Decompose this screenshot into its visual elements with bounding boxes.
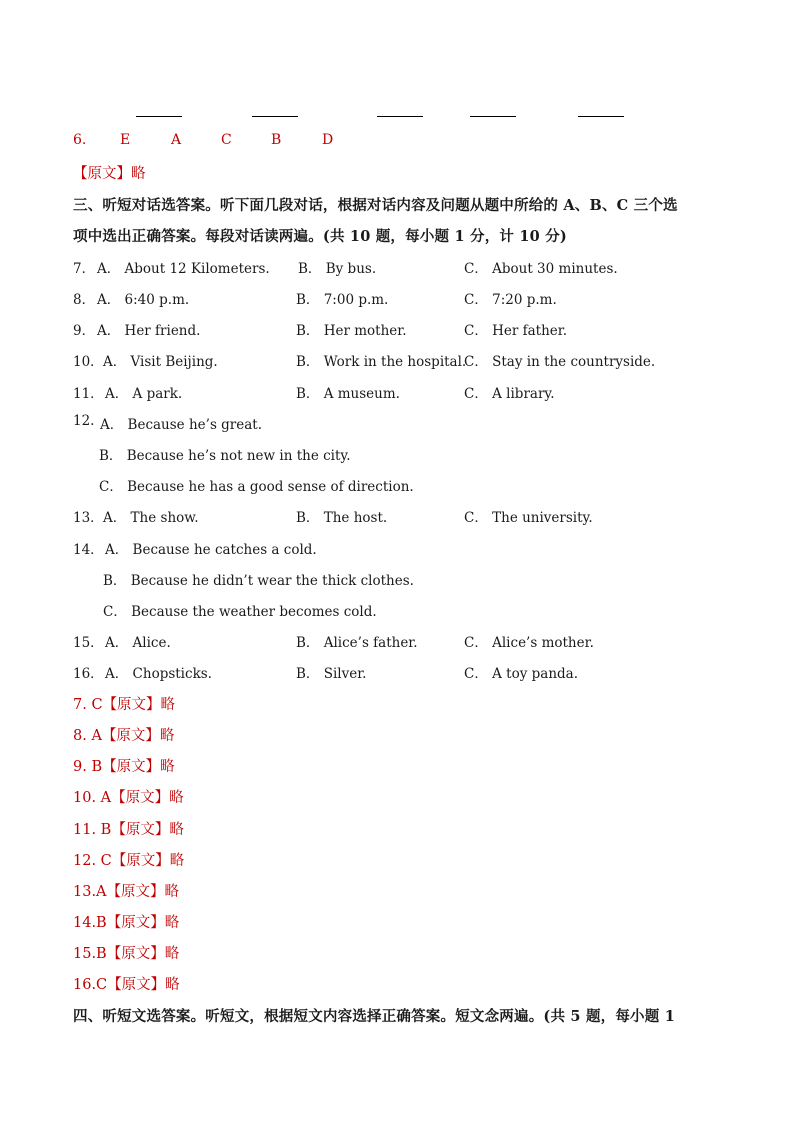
question-number: 15． bbox=[73, 635, 104, 651]
option-c: C． A toy panda. bbox=[464, 666, 578, 682]
answer-key-10: 10. A【原文】略 bbox=[73, 790, 184, 806]
answer-blank bbox=[136, 116, 182, 117]
answer-key-13: 13.A【原文】略 bbox=[73, 884, 180, 900]
option-b: B． Because he’s not new in the city. bbox=[99, 448, 351, 464]
option-b: B． A museum. bbox=[296, 386, 400, 402]
question-15 bbox=[0, 631, 794, 651]
option-b: B． Because he didn’t wear the thick clothes. bbox=[103, 573, 414, 589]
option-c: C． A library. bbox=[464, 386, 555, 402]
option-a: A． Chopsticks. bbox=[105, 666, 212, 682]
answer-blank bbox=[252, 116, 298, 117]
answer-6-letter-2: A bbox=[171, 132, 182, 148]
option-b: B． The host. bbox=[296, 510, 388, 526]
option-a: A． A park. bbox=[105, 386, 183, 402]
question-12-option-c-row bbox=[0, 475, 794, 495]
option-b: B． Alice’s father. bbox=[296, 635, 418, 651]
option-b: B． Work in the hospital. bbox=[296, 354, 467, 370]
answer-6-number: 6. bbox=[73, 132, 87, 148]
option-a: A． Her friend. bbox=[97, 323, 201, 339]
answer-key-9: 9. B【原文】略 bbox=[73, 759, 175, 775]
question-11 bbox=[0, 382, 794, 402]
answer-6-note: 【原文】略 bbox=[73, 166, 146, 182]
option-c: C． About 30 minutes. bbox=[464, 261, 618, 277]
question-number: 7． bbox=[73, 261, 96, 277]
option-b: B． 7:00 p.m. bbox=[296, 292, 389, 308]
answer-key-16: 16.C【原文】略 bbox=[73, 977, 180, 993]
answer-6-letter-5: D bbox=[322, 132, 334, 148]
answer-key-12: 12. C【原文】略 bbox=[73, 853, 185, 869]
question-14-option-c-row bbox=[0, 600, 794, 620]
option-a: A． Because he’s great. bbox=[100, 417, 263, 433]
option-b: B． By bus. bbox=[298, 261, 377, 277]
answer-key-11: 11. B【原文】略 bbox=[73, 822, 184, 838]
answer-6-letter-3: C bbox=[221, 132, 232, 148]
question-13 bbox=[0, 506, 794, 526]
question-number: 9． bbox=[73, 323, 96, 339]
answer-key-15: 15.B【原文】略 bbox=[73, 946, 180, 962]
option-a: A． 6:40 p.m. bbox=[97, 292, 190, 308]
option-c: C． Stay in the countryside. bbox=[464, 354, 656, 370]
question-number: 8． bbox=[73, 292, 96, 308]
section-4-heading-line-1: 四、听短文选答案。听短文，根据短文内容选择正确答案。短文念两遍。(共 5 题，每小题 1 bbox=[73, 1008, 675, 1025]
question-10 bbox=[0, 350, 794, 370]
option-a: A． About 12 Kilometers. bbox=[97, 261, 270, 277]
question-8 bbox=[0, 288, 794, 308]
question-number: 12. bbox=[73, 413, 95, 429]
option-b: B． Silver. bbox=[296, 666, 367, 682]
question-number: 13． bbox=[73, 510, 104, 526]
answer-6-letter-1: E bbox=[120, 132, 131, 148]
option-c: C． Alice’s mother. bbox=[464, 635, 594, 651]
question-16 bbox=[0, 662, 794, 682]
question-7 bbox=[0, 257, 794, 277]
question-14 bbox=[0, 538, 794, 558]
answer-key-7: 7. C【原文】略 bbox=[73, 697, 176, 713]
question-number: 10． bbox=[73, 354, 104, 370]
question-14-option-b-row bbox=[0, 569, 794, 589]
option-c: C． Because the weather becomes cold. bbox=[103, 604, 377, 620]
question-number: 14． bbox=[73, 542, 104, 558]
option-a: A． Because he catches a cold. bbox=[105, 542, 317, 558]
answer-6-letter-4: B bbox=[271, 132, 282, 148]
answer-key-14: 14.B【原文】略 bbox=[73, 915, 180, 931]
option-a: A． The show. bbox=[103, 510, 199, 526]
section-3-heading-line-1: 三、听短对话选答案。听下面几段对话，根据对话内容及问题从题中所给的 A、B、C 三个选 bbox=[73, 197, 678, 214]
option-a: A． Visit Beijing. bbox=[103, 354, 218, 370]
question-number: 16． bbox=[73, 666, 104, 682]
option-a: A． Alice. bbox=[105, 635, 171, 651]
option-c: C． 7:20 p.m. bbox=[464, 292, 557, 308]
question-number: 11． bbox=[73, 386, 104, 402]
option-c: C． Her father. bbox=[464, 323, 568, 339]
answer-blank bbox=[578, 116, 624, 117]
option-c: C． The university. bbox=[464, 510, 593, 526]
question-12-option-b-row bbox=[0, 444, 794, 464]
answer-blank bbox=[377, 116, 423, 117]
question-12 bbox=[0, 413, 794, 433]
option-c: C． Because he has a good sense of direction. bbox=[99, 479, 414, 495]
option-b: B． Her mother. bbox=[296, 323, 407, 339]
section-3-heading-line-2: 项中选出正确答案。每段对话读两遍。(共 10 题，每小题 1 分，计 10 分) bbox=[73, 228, 567, 245]
answer-key-8: 8. A【原文】略 bbox=[73, 728, 175, 744]
answer-blank bbox=[470, 116, 516, 117]
question-9 bbox=[0, 319, 794, 339]
